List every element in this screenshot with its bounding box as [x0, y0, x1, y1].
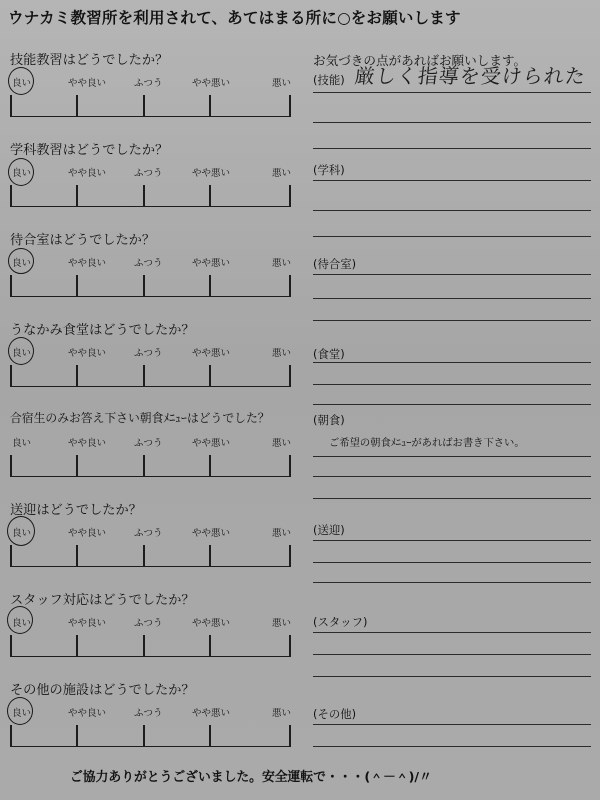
scale-label-average: ふつう: [134, 528, 163, 539]
rating-scale-labels: [10, 75, 295, 89]
scale-label-fairly-good: やや良い: [68, 78, 107, 89]
scale-label-bad: 悪い: [272, 168, 292, 179]
comment-label: (送迎): [313, 523, 345, 537]
selected-rating-circle: [8, 337, 34, 365]
scale-label-bad: 悪い: [272, 528, 292, 539]
comment-rule[interactable]: [313, 122, 591, 123]
comment-label: (朝食): [313, 413, 345, 427]
comment-label: (待合室): [313, 257, 357, 271]
scale-label-good: 良い: [12, 78, 32, 89]
scale-label-fairly-good: やや良い: [68, 708, 107, 719]
comment-waiting-room: [313, 256, 593, 336]
scale-label-bad: 悪い: [272, 438, 292, 449]
question-other-facilities: [10, 679, 310, 749]
question-breakfast: [10, 409, 310, 479]
comment-rule[interactable]: [313, 676, 591, 677]
comment-rule: [313, 92, 591, 93]
comment-rule[interactable]: [313, 562, 591, 563]
comment-label: (スタッフ): [313, 615, 368, 629]
comment-rule[interactable]: [313, 746, 591, 747]
scale-label-bad: 悪い: [272, 618, 292, 629]
scale-label-fairly-bad: やや悪い: [192, 618, 231, 629]
scale-label-average: ふつう: [134, 348, 163, 359]
comment-rule[interactable]: [313, 540, 591, 541]
scale-label-fairly-bad: やや悪い: [192, 528, 231, 539]
scale-label-fairly-bad: やや悪い: [192, 708, 231, 719]
question-waiting-room: [10, 229, 310, 299]
rating-scale[interactable]: [10, 95, 290, 123]
comment-rule[interactable]: [313, 404, 591, 405]
rating-scale-labels: [10, 165, 295, 179]
rating-scale-labels: [10, 525, 295, 539]
comment-skill: [313, 64, 593, 152]
question-classroom: [10, 139, 310, 209]
rating-scale[interactable]: [10, 725, 290, 753]
rating-scale[interactable]: [10, 185, 290, 213]
scale-label-fairly-bad: やや悪い: [192, 438, 231, 449]
comment-classroom: [313, 162, 593, 242]
selected-rating-circle: [8, 248, 34, 274]
question-title: 学科教習はどうでしたか？: [10, 143, 169, 158]
scale-label-good: 良い: [12, 528, 32, 539]
question-title: うなかみ食堂はどうでしたか？: [10, 323, 195, 338]
rating-scale[interactable]: [10, 545, 290, 573]
comment-rule[interactable]: [313, 632, 591, 633]
comment-note: ご希望の朝食ﾒﾆｭｰがあればお書き下さい。: [329, 437, 525, 449]
question-shuttle: [10, 499, 310, 569]
comment-shuttle: [313, 522, 593, 602]
scale-label-average: ふつう: [134, 438, 163, 449]
comments-header: お気づきの点があればお願いします。: [313, 53, 527, 68]
selected-rating-circle: [8, 67, 34, 95]
question-title: 合宿生のみお答え下さい朝食ﾒﾆｭｰはどうでした？: [10, 411, 270, 425]
comment-rule[interactable]: [313, 148, 591, 149]
scale-label-fairly-bad: やや悪い: [192, 78, 231, 89]
scale-label-good: 良い: [12, 348, 32, 359]
comment-rule[interactable]: [313, 236, 591, 237]
scale-label-good: 良い: [12, 618, 32, 629]
selected-rating-circle: [7, 606, 33, 634]
comment-label: (学科): [313, 163, 345, 177]
comment-breakfast: [313, 412, 593, 502]
handwritten-comment: 厳しく指導を受けられた: [353, 64, 588, 88]
comment-rule[interactable]: [313, 274, 591, 275]
selected-rating-circle: [7, 516, 35, 546]
rating-scale[interactable]: [10, 455, 290, 483]
scale-label-average: ふつう: [134, 258, 163, 269]
scale-label-good: 良い: [12, 438, 32, 449]
comment-rule[interactable]: [313, 456, 591, 457]
question-staff: [10, 589, 310, 659]
scale-label-average: ふつう: [134, 168, 163, 179]
question-title: 技能教習はどうでしたか？: [10, 53, 169, 68]
scale-label-average: ふつう: [134, 708, 163, 719]
scale-label-bad: 悪い: [272, 78, 292, 89]
form-title: ウナカミ教習所を利用されて、あてはまる所に○をお願いします: [8, 9, 461, 27]
question-title: 送迎はどうでしたか？: [10, 503, 142, 518]
rating-scale[interactable]: [10, 635, 290, 663]
comment-rule[interactable]: [313, 582, 591, 583]
scale-label-fairly-good: やや良い: [68, 438, 107, 449]
question-title: スタッフ対応はどうでしたか？: [10, 593, 195, 608]
rating-scale-labels: [10, 255, 295, 269]
comment-other: [313, 706, 593, 766]
comment-label: (食堂): [313, 347, 345, 361]
comment-label: (技能): [313, 73, 345, 87]
rating-scale-labels: [10, 615, 295, 629]
comment-rule[interactable]: [313, 210, 591, 211]
scale-label-fairly-bad: やや悪い: [192, 258, 231, 269]
question-cafeteria: [10, 319, 310, 389]
scale-label-fairly-good: やや良い: [68, 348, 107, 359]
comment-rule[interactable]: [313, 362, 591, 363]
scale-label-good: 良い: [12, 258, 32, 269]
rating-scale-labels: [10, 345, 295, 359]
comment-rule[interactable]: [313, 654, 591, 655]
scale-label-good: 良い: [12, 708, 32, 719]
scale-label-average: ふつう: [134, 618, 163, 629]
rating-scale-labels: [10, 435, 295, 449]
footer-thanks: ご協力ありがとうございました。安全運転で・・・(＾－＾)/〃: [70, 770, 432, 785]
scale-label-average: ふつう: [134, 78, 163, 89]
scale-label-fairly-good: やや良い: [68, 258, 107, 269]
comment-rule[interactable]: [313, 724, 591, 725]
comment-rule[interactable]: [313, 498, 591, 499]
comment-rule[interactable]: [313, 320, 591, 321]
scale-label-fairly-bad: やや悪い: [192, 168, 231, 179]
scale-label-fairly-good: やや良い: [68, 168, 107, 179]
comment-staff: [313, 614, 593, 694]
selected-rating-circle: [8, 158, 34, 186]
rating-scale-labels: [10, 705, 295, 719]
scale-label-fairly-good: やや良い: [68, 618, 107, 629]
scale-label-bad: 悪い: [272, 348, 292, 359]
comment-rule[interactable]: [313, 298, 591, 299]
question-title: その他の施設はどうでしたか？: [10, 683, 195, 698]
comment-label: (その他): [313, 707, 357, 721]
comment-rule[interactable]: [313, 476, 591, 477]
scale-label-good: 良い: [12, 168, 32, 179]
question-title: 待合室はどうでしたか？: [10, 233, 156, 248]
rating-scale[interactable]: [10, 275, 290, 303]
scale-label-fairly-good: やや良い: [68, 528, 107, 539]
rating-scale[interactable]: [10, 365, 290, 393]
selected-rating-circle: [7, 697, 33, 725]
scale-label-bad: 悪い: [272, 708, 292, 719]
scale-label-bad: 悪い: [272, 258, 292, 269]
comment-rule[interactable]: [313, 180, 591, 181]
question-skill: [10, 49, 310, 119]
comment-rule[interactable]: [313, 384, 591, 385]
scale-label-fairly-bad: やや悪い: [192, 348, 231, 359]
